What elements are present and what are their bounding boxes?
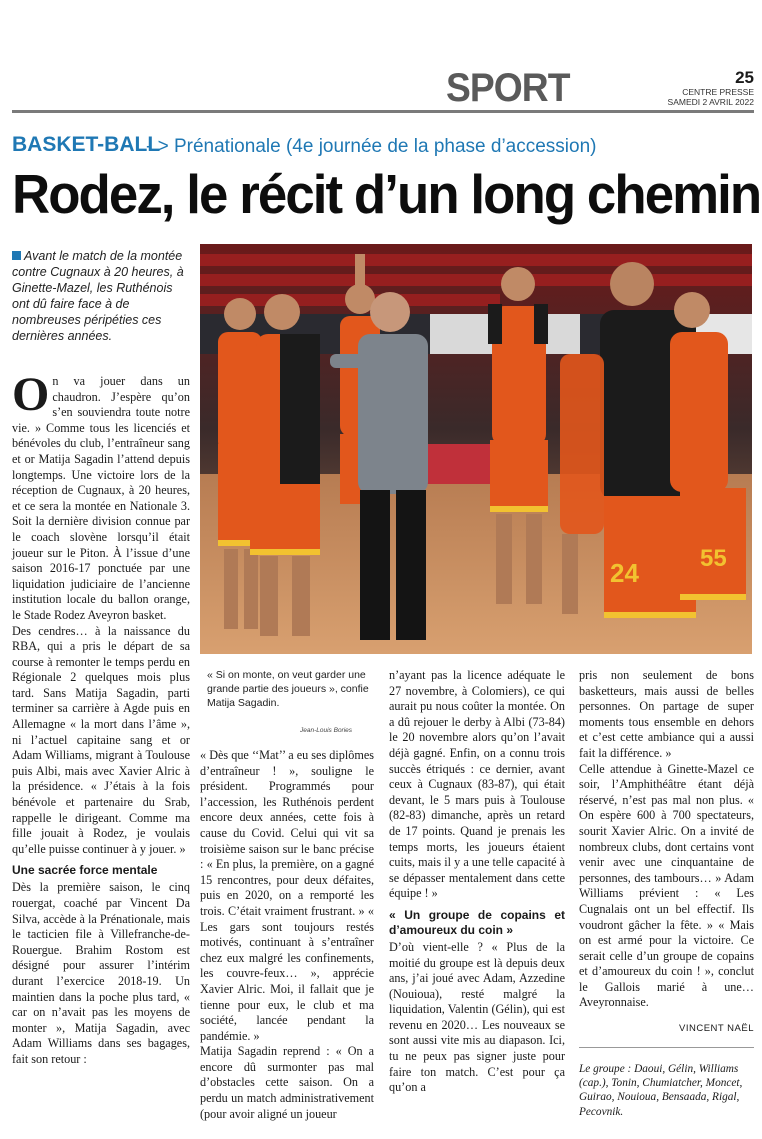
paragraph: Matija Sagadin reprend : « On a encore dû surmonter pas mal d’obstacles cette saison. On a perdu un match administrativement (pour avoir aligné un joueur: [200, 1044, 374, 1121]
team-roster: Le groupe : Daoui, Gélin, Williams (cap.), Tonin, Chumiatcher, Moncet, Guirao, Nouioua, Bensaada, Rigal, Pecovnik.: [579, 1062, 743, 1118]
header-rule: [12, 110, 754, 113]
paragraph-text: n va jouer dans un chaudron. J’espère qu’on s’en souviendra toute notre vie. » Comme tous les licenciés et bénévoles du club, l’entraîneur sang et or Matija Sagadin l’attend depuis longtemps. Une victoire lors de la réception de Cugnaux, à 20 heures, et ce sera la montée en Nationale 3. Soit la dernière division connue par le coach slovène lorsqu’il était joueur sur le Piton. À l’issue d’une saison 2016-17 ponctuée par une liquidation judiciaire de l’ancienne institution locale du ballon orange, le Stade Rodez Aveyron basket.: [12, 374, 190, 622]
team-photo-illustration: [200, 244, 752, 654]
paragraph: pris non seulement de bons basketteurs, mais aussi de belles personnes. On partage de super moments tous ensemble en dehors et c’est cette ambiance qui a aussi fait la différence. »: [579, 668, 754, 760]
article-headline: Rodez, le récit d’un long chemin: [12, 163, 761, 225]
publication-date: SAMEDI 2 AVRIL 2022: [667, 97, 754, 107]
article-kicker: BASKET-BALL: [12, 133, 161, 156]
article-subkicker: - > Prénationale (4e journée de la phase d’accession): [146, 136, 597, 157]
article-column-3: [389, 668, 565, 1096]
team-photo: [200, 244, 752, 654]
publication-name: CENTRE PRESSE: [682, 87, 754, 97]
article-column-4: [579, 668, 754, 1119]
paragraph: « Dès que ‘‘Mat’’ a eu ses diplômes d’entraîneur ! », souligne le président. Programmés pour l’accession, les Ruthénois perdent encore deux années, cette fois à cause du Covid. Celui qui vit sa troisième saison sur le banc précise : « En plus, la première, on a gagné 15 rencontres, pour deux défaites, puis en 2020, on a remporté les trois. C’était vraiment frustrant. » « Les gars sont toujours restés motivés, continuant à s’entraîner chez eux malgré les confinements, les couvre-feux… », apprécie Xavier Alric. Moi, il fallait que je tienne pour eux, le club et ma société, lancée pendant la pandémie. »: [200, 748, 374, 1043]
jersey-number-55: 55: [700, 545, 727, 572]
paragraph: Celle attendue à Ginette-Mazel ce soir, l’Amphithéâtre étant déjà réservé, n’est pas mal non plus. « On espère 600 à 700 spectateurs, sourit Xavier Alric. On a invité de nombreux clubs, dont certains vont venir avec une cinquantaine de personnes, des tambours… » Adam Williams prévient : « Les Cugnalais ont un bel effectif. Ils voudront gâcher la fête. » « Mais on est armé pour la victoire. Ce serait celle d’un groupe de copains et d’amoureux du coin ! », conclut le Gallois marié à une… Aveyronnaise.: [579, 761, 754, 1010]
section-title: SPORT: [446, 66, 570, 110]
standfirst-text: Avant le match de la montée contre Cugnaux à 20 heures, à Ginette-Mazel, les Ruthénois ont dû faire face à de nombreuses péripéties ces dernières années.: [12, 249, 184, 343]
paragraph: Dès la première saison, le cinq rouergat, coaché par Vincent Da Silva, accède à la Prénationale, mais le tacticien file à Villefranche-de-Rouergue. Brahim Rostom est désigné pour assurer l’intérim durant l’exercice 2018-19. Un maintien dans la poche plus tard, « car on n’avait pas les moyens de monter », Matija Sagadin, avec Adam Williams dans ses bagages, fait son retour :: [12, 880, 190, 1066]
bullet-square-icon: [12, 251, 21, 260]
photo-caption: « Si on monte, on veut garder une grande partie des joueurs », confie Matija Sagadin.: [207, 669, 369, 709]
page-number: 25: [735, 68, 754, 87]
publication-info: [640, 87, 754, 107]
article-standfirst: [12, 248, 190, 344]
divider: [579, 1047, 754, 1048]
paragraph: Des cendres… à la naissance du RBA, qui a pris le départ de sa course à remonter le temps perdu en Régionale 2 quelques mois plus tard. Sans Matija Sagadin, parti terminer sa carrière à Agde puis en Allemagne « la mort dans l’âme », ni l’actuel capitaine sang et or Adam Williams, migrant à Toulouse puis Albi, mais avec Xavier Alric à la présidence. « J’étais à la fois bénévole et partenaire du Srab, rappelle le dirigeant. Comme ma fille jouait à Rodez, je voulais qu’elle puisse continuer à y jouer. »: [12, 623, 190, 856]
drop-cap: O: [12, 368, 50, 421]
article-column-2: [200, 748, 374, 1122]
article-column-1: [12, 368, 190, 1068]
paragraph: D’où vient-elle ? « Plus de la moitié du groupe est là depuis deux ans, j’ai joué avec Adam, Azzedine (Nouioua), resté malgré la liquidation, Valentin (Gélin), qui est revenu en 2020… Les nouveaux se sont aussi vite mis au diapason. Ici, tu ne peux pas signer juste pour faire ton match. C’est pour ça qu’on a: [389, 939, 565, 1095]
paragraph: [12, 368, 190, 624]
subheading: Une sacrée force mentale: [12, 863, 158, 878]
photo-credit: Jean-Louis Bories: [300, 727, 353, 734]
subheading: « Un groupe de copains et d’amoureux du coin »: [389, 907, 565, 937]
author-signature: VINCENT NAËL: [679, 1023, 754, 1035]
jersey-number-24: 24: [610, 558, 639, 588]
paragraph: n’ayant pas la licence adéquate le 27 novembre, à Colomiers), ce qui aurait pu nous coûter la montée. On a dû rejouer le derby à Albi (73-84) le 20 novembre alors qu’on l’avait déjà gagné. Enfin, on a connu trois succès étriqués : ce dernier, avant ceux à Cugnaux (83-87), qui était devant, le 5 mars puis à Toulouse (82-83) dimanche, après un retard de 17 points. Quand je prenais les temps morts, les joueurs étaient cuits, mais il y a une telle capacité à se dépasser mentalement dans cette équipe ! »: [389, 668, 565, 901]
